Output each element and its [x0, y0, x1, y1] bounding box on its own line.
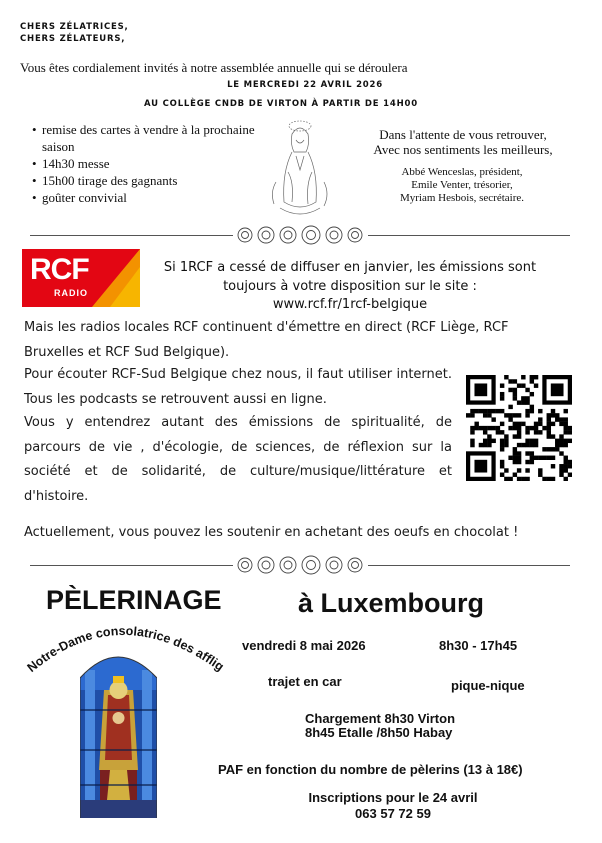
rcf-site-link[interactable]: www.rcf.fr/1rcf-belgique	[272, 297, 428, 312]
program-item: • goûter convivial	[32, 189, 262, 206]
rcf-paragraph-2: Pour écouter RCF-Sud Belgique chez nous, il faut utiliser internet. Tous les podcasts se retrouvent aussi en ligne.	[24, 367, 452, 407]
meeting-place: AU COLLÈGE CNDB DE VIRTON À PARTIR DE 14H00	[144, 99, 418, 109]
pilgrimage-date: vendredi 8 mai 2026	[242, 638, 366, 653]
salutation-line-2: CHERS ZÉLATEURS,	[20, 34, 126, 44]
pilgrimage-transport: trajet en car	[268, 674, 342, 689]
greeting-line-2: Avec nos sentiments les meilleurs,	[373, 142, 553, 157]
qr-code[interactable]	[466, 375, 572, 481]
virgin-mary-illustration	[262, 112, 338, 220]
signatories	[362, 166, 562, 205]
meeting-date: LE MERCREDI 22 AVRIL 2026	[227, 80, 383, 90]
salutation-line-1: CHERS ZÉLATRICES,	[20, 22, 129, 32]
rcf-logo-text: RCF	[30, 253, 89, 286]
pilgrimage-title: PÈLERINAGE	[46, 585, 222, 615]
program-item: • 15h00 tirage des gagnants	[32, 172, 262, 189]
signatory: Myriam Hesbois, secrétaire.	[399, 192, 524, 204]
rcf-logo	[22, 249, 140, 307]
rcf-closing: Actuellement, vous pouvez les soutenir en achetant des oeufs en chocolat !	[24, 525, 519, 540]
signatory: Abbé Wenceslas, président,	[401, 166, 523, 178]
registration-phone[interactable]: 063 57 72 59	[355, 806, 431, 821]
pickup-schedule	[305, 712, 455, 740]
pickup-line-1: Chargement 8h30 Virton	[305, 711, 456, 726]
floral-divider-icon	[233, 552, 368, 578]
pickup-line-2: 8h45 Etalle /8h50 Habay	[305, 725, 453, 740]
floral-divider-icon	[233, 222, 368, 248]
greeting	[352, 127, 574, 157]
pilgrimage-destination: à Luxembourg	[298, 588, 485, 618]
signatory: Emile Venter, trésorier,	[411, 179, 513, 191]
greeting-line-1: Dans l'attente de vous retrouver,	[379, 127, 547, 142]
rcf-notice	[140, 259, 560, 315]
pilgrimage-meal: pique-nique	[451, 678, 525, 693]
rcf-logo-subtext: RADIO	[54, 288, 88, 298]
rcf-notice-line-2: toujours à votre disposition sur le site :	[223, 278, 477, 294]
program-list	[32, 121, 262, 206]
rcf-paragraph-3: Vous y entendrez autant des émissions de spiritualité, de parcours de vie , d'écologie, de sciences, de réflexion sur la société et de solidarité, de culture/musique/littérature et d'histoire.	[24, 415, 452, 504]
program-item: • remise des cartes à vendre à la prochaine saison	[32, 121, 262, 155]
arc-text: Notre-Dame consolatrice des afflig	[24, 623, 227, 675]
pilgrimage-hours: 8h30 - 17h45	[439, 638, 518, 653]
registration-info	[288, 790, 498, 822]
rcf-notice-line-1: Si 1RCF a cessé de diffuser en janvier, les émissions sont	[163, 260, 537, 275]
invitation-text: Vous êtes cordialement invités à notre assemblée annuelle qui se déroulera	[20, 60, 408, 75]
program-item: • 14h30 messe	[32, 155, 262, 172]
registration-deadline: Inscriptions pour le 24 avril	[308, 790, 478, 805]
rcf-paragraph-1: Mais les radios locales RCF continuent d'émettre en direct (RCF Liège, RCF Bruxelles et RCF Sud Belgique).	[24, 320, 509, 360]
pilgrimage-paf: PAF en fonction du nombre de pèlerins (13 à 18€)	[218, 762, 523, 777]
stained-glass-image	[80, 650, 157, 818]
